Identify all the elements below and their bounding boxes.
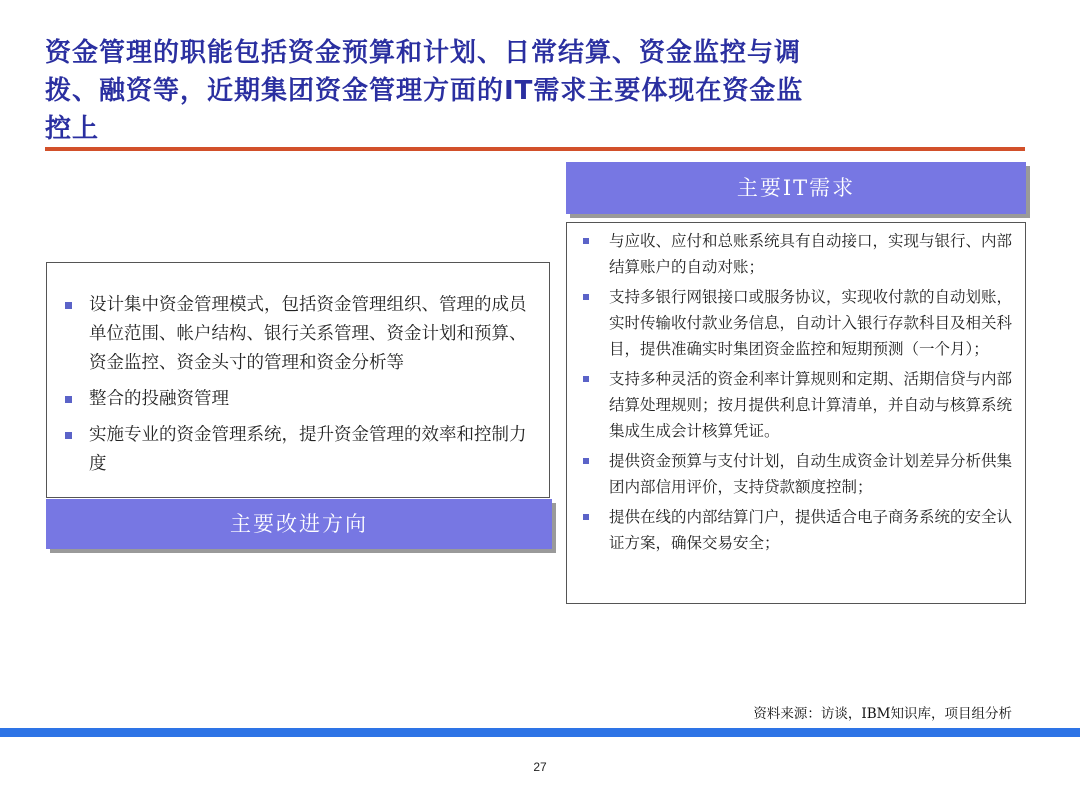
list-item-text: 设计集中资金管理模式，包括资金管理组织、管理的成员单位范围、帐户结构、银行关系管理、资金计划和预算、资金监控、资金头寸的管理和资金分析等 xyxy=(89,295,527,373)
it-requirements-box xyxy=(566,222,1026,604)
improvement-box xyxy=(46,262,550,498)
list-item-text: 支持多种灵活的资金利率计算规则和定期、活期信贷与内部结算处理规则；按月提供利息计算清单，并自动与核算系统集成生成会计核算凭证。 xyxy=(609,370,1013,440)
list-item-text: 实施专业的资金管理系统，提升资金管理的效率和控制力度 xyxy=(89,425,527,474)
it-requirements-list xyxy=(567,223,1025,556)
square-bullet-icon xyxy=(583,294,589,300)
list-item xyxy=(575,228,1015,280)
square-bullet-icon xyxy=(583,514,589,520)
square-bullet-icon xyxy=(65,396,72,403)
list-item-text: 支持多银行网银接口或服务协议，实现收付款的自动划账，实时传输收付款业务信息，自动计入银行存款科目及相关科目，提供准确实时集团资金监控和短期预测（一个月）； xyxy=(609,288,1013,358)
improvement-list xyxy=(47,263,549,479)
improvement-header: 主要改进方向 xyxy=(46,499,552,549)
list-item xyxy=(575,504,1015,556)
square-bullet-icon xyxy=(583,458,589,464)
square-bullet-icon xyxy=(583,238,589,244)
square-bullet-icon xyxy=(65,302,72,309)
slide-title: 资金管理的职能包括资金预算和计划、日常结算、资金监控与调拨、融资等，近期集团资金管理方面的IT需求主要体现在资金监控上 xyxy=(45,38,804,144)
list-item-text: 提供在线的内部结算门户，提供适合电子商务系统的安全认证方案，确保交易安全； xyxy=(609,508,1013,552)
list-item xyxy=(65,421,537,479)
list-item xyxy=(65,385,537,414)
list-item xyxy=(575,448,1015,500)
list-item-text: 提供资金预算与支付计划，自动生成资金计划差异分析供集团内部信用评价，支持贷款额度控制； xyxy=(609,452,1013,496)
list-item xyxy=(575,366,1015,444)
square-bullet-icon xyxy=(583,376,589,382)
list-item-text: 与应收、应付和总账系统具有自动接口，实现与银行、内部结算账户的自动对账； xyxy=(609,232,1013,276)
footer-bar xyxy=(0,728,1080,737)
list-item xyxy=(65,291,537,378)
title-divider xyxy=(45,147,1025,151)
it-requirements-header: 主要IT需求 xyxy=(566,162,1026,214)
list-item-text: 整合的投融资管理 xyxy=(89,389,229,409)
list-item xyxy=(575,284,1015,362)
square-bullet-icon xyxy=(65,432,72,439)
source-note: 资料来源：访谈，IBM知识库，项目组分析 xyxy=(753,706,1012,722)
page-number: 27 xyxy=(533,760,547,774)
